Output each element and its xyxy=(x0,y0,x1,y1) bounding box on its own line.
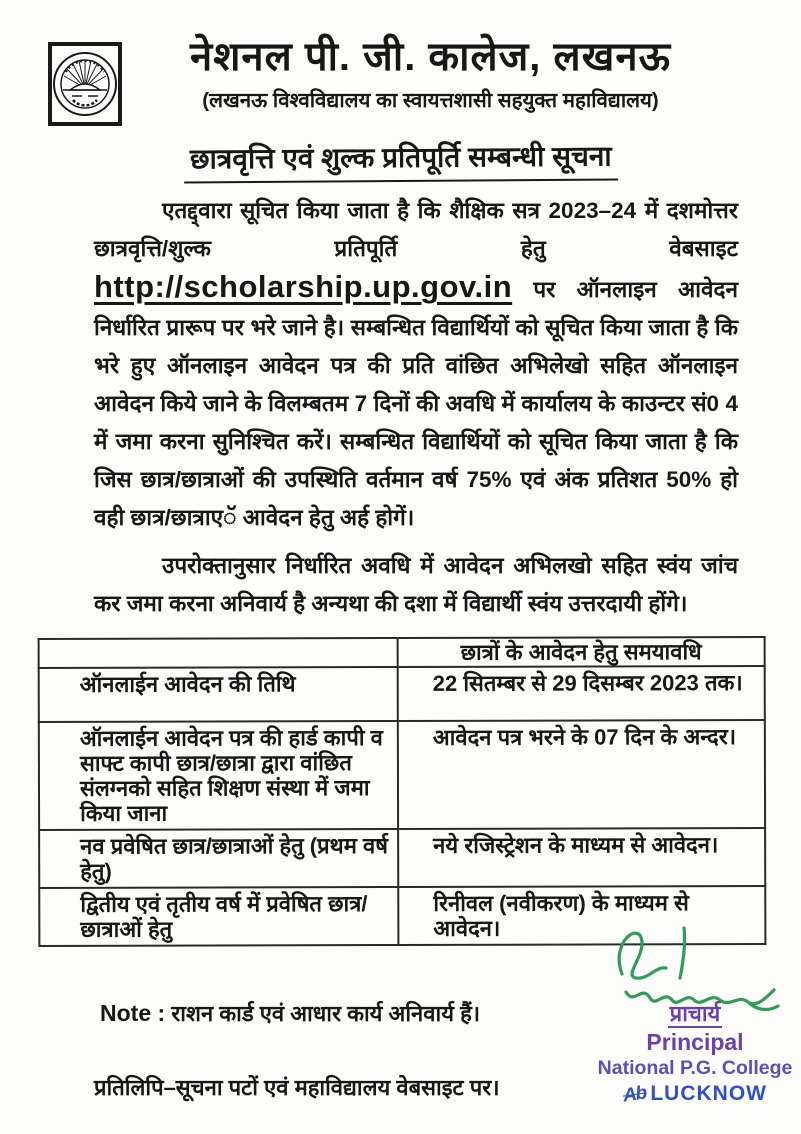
stamp-city-row xyxy=(588,1083,801,1105)
stamp-city: LUCKNOW xyxy=(650,1081,767,1105)
stamp-initials-scribble: Ab xyxy=(621,1082,648,1107)
table-cell-left: नव प्रवेषित छात्र/छात्राओं हेतु (प्रथम वर्ष हेतु) xyxy=(39,829,398,888)
note-label: Note : xyxy=(100,1000,166,1026)
table-cell-left: ऑनलाईन आवेदन की तिथि xyxy=(39,667,398,722)
college-affiliation: (लखनऊ विश्वविद्यालय का स्वायत्तशासी सहयुक्त महाविद्यालय) xyxy=(202,89,659,112)
principal-stamp xyxy=(588,1002,801,1105)
college-logo-icon xyxy=(48,42,122,126)
table-cell-left: ऑनलाईन आवेदन पत्र की हार्ड कापी व साफ्ट कापी छात्र/छात्रा द्वारा वांछित संलग्नको सहित शिक्षण संस्था में जमा किया जाना xyxy=(39,721,398,830)
notice-title: छात्रवृत्ति एवं शुल्क प्रतिपूर्ति सम्बन्धी सूचना xyxy=(184,136,618,183)
table-cell-right: नये रजिस्ट्रेशन के माध्यम से आवेदन। xyxy=(398,828,765,887)
stamp-college-name: National P.G. College xyxy=(597,1057,793,1080)
paragraph-main-text: पर ऑनलाइन आवेदन निर्धारित प्रारूप पर भरे जाने है। सम्बन्धित विद्यार्थियों को सूचित किया जाता है कि भरे हुए ऑनलाइन आवेदन पत्र की प्रति वांछित अभिलेखो सहित ऑनलाइन आवेदन किये जाने के विलम्बतम 7 दिनों की अवधि में कार्यालय के काउन्टर सं0 4 में जमा करना सुनिश्चित करें। सम्बन्धित विद्यार्थियों को सूचित किया जाता है कि जिस छात्र/छात्राओं की उपस्थिति वर्तमान वर्ष 75% एवं अंक प्रतिशत 50% हो वही छात्र/छात्राएॅ आवेदन हेतु अर्ह होगें। xyxy=(94,277,738,530)
table-cell-right: आवेदन पत्र भरने के 07 दिन के अन्दर। xyxy=(398,720,765,829)
table-row xyxy=(39,637,765,668)
scholarship-url: http://scholarship.up.gov.in xyxy=(94,269,513,304)
table-cell-left xyxy=(39,638,398,668)
note-text: राशन कार्ड एवं आधार कार्य अनिवार्य हैं। xyxy=(171,1001,481,1026)
table-row xyxy=(39,666,765,722)
stamp-title-hindi: प्राचार्य xyxy=(668,1002,723,1028)
table-cell-left: द्वितीय एवं तृतीय वर्ष में प्रवेषित छात्र/छात्राओं हेतु xyxy=(39,887,398,946)
table-cell-right: 22 सितम्बर से 29 दिसम्बर 2023 तक। xyxy=(398,666,765,721)
notice-body xyxy=(94,192,738,623)
paragraph-secondary: उपरोक्तानुसार निर्धारित अवधि में आवेदन अभिलखो सहित स्वंय जांच कर जमा करना अनिवार्य है अन्यथा की दशा में विद्यार्थी स्वंय उत्तरदायी होंगे। xyxy=(94,553,738,616)
table-row xyxy=(39,720,765,830)
table-cell-right: छात्रों के आवेदन हेतु समयावधि xyxy=(398,637,765,667)
paragraph-intro: एतद्द्वारा सूचित किया जाता है कि शैक्षिक सत्र 2023–24 में दशमोत्तर छात्रवृत्ति/शुल्क प्रतिपूर्ति हेतु वेबसाइट xyxy=(94,198,738,261)
stamp-title-english: Principal xyxy=(646,1029,744,1056)
table-cell-right: रिनीवल (नवीकरण) के माध्यम से आवेदन। xyxy=(398,886,765,945)
copy-distribution-line: प्रतिलिपि–सूचना पटों एवं महाविद्यालय वेबसाइट पर। xyxy=(94,1075,500,1100)
paragraph-main xyxy=(94,268,738,537)
table-row xyxy=(39,828,765,888)
schedule-table xyxy=(38,636,767,947)
college-name: नेशनल पी. जी. कालेज, लखनऊ xyxy=(190,35,671,79)
